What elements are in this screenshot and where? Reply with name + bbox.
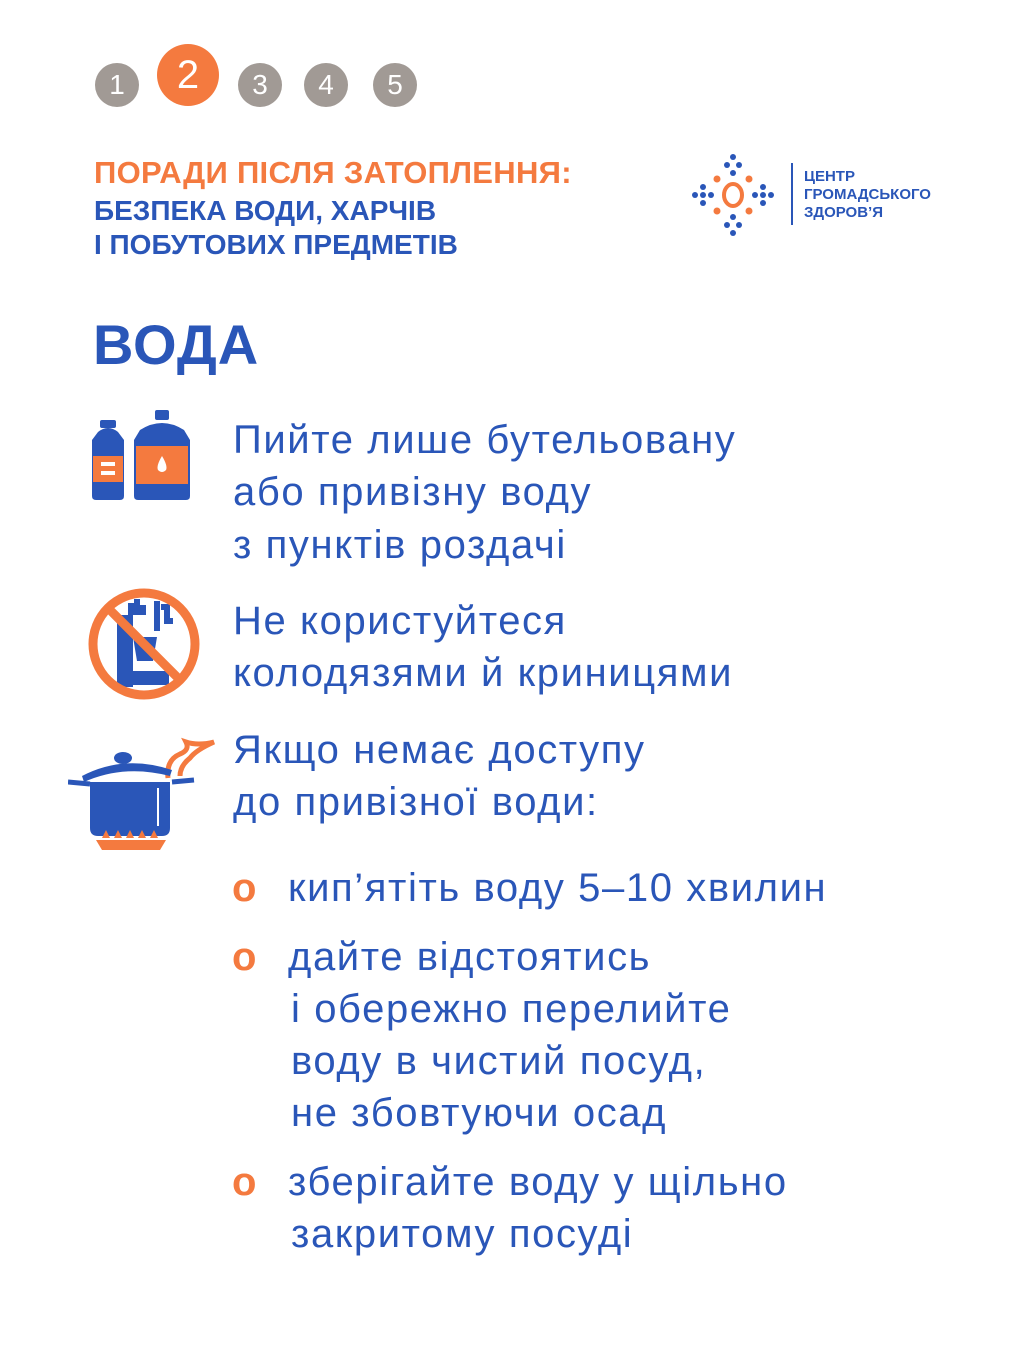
- logo-text-2: ГРОМАДСЬКОГО: [804, 186, 931, 203]
- boiling-pot-icon: [68, 736, 218, 856]
- bullet-text-line: не збовтуючи осад: [291, 1091, 668, 1135]
- logo-divider: [791, 163, 793, 225]
- tip-text-line: Пийте лише бутельовану: [233, 418, 737, 462]
- tip-text-line: до привізної води:: [233, 780, 599, 824]
- bullet-text-line: зберігайте воду у щільно: [288, 1160, 788, 1204]
- step-4: 4: [304, 63, 348, 107]
- bullet-marker: o: [232, 866, 257, 910]
- tip-text-line: з пунктів роздачі: [233, 523, 567, 567]
- title-line-2: БЕЗПЕКА ВОДИ, ХАРЧІВ: [94, 195, 437, 226]
- bullet-text-line: і обережно перелийте: [291, 987, 732, 1031]
- tip-text-line: колодязями й криницями: [233, 651, 734, 695]
- tip-text-line: Якщо немає доступу: [233, 728, 646, 772]
- title-line-3: І ПОБУТОВИХ ПРЕДМЕТІВ: [94, 229, 458, 260]
- tip-text-line: Не користуйтеся: [233, 599, 567, 643]
- bullet-text-line: воду в чистий посуд,: [291, 1039, 707, 1083]
- water-bottles-icon: [92, 410, 196, 502]
- section-heading: ВОДА: [93, 313, 260, 376]
- bullet-text-line: закритому посуді: [291, 1212, 634, 1256]
- logo-text-1: ЦЕНТР: [804, 168, 855, 185]
- bullet-text-line: дайте відстоятись: [288, 935, 652, 979]
- step-3: 3: [238, 63, 282, 107]
- step-2-active: 2: [157, 44, 219, 106]
- tip-text-line: або привізну воду: [233, 470, 593, 514]
- bullet-marker: o: [232, 935, 257, 979]
- bullet-marker: o: [232, 1160, 257, 1204]
- logo-mark-icon: [690, 152, 780, 238]
- title-line-1: ПОРАДИ ПІСЛЯ ЗАТОПЛЕННЯ:: [94, 155, 572, 190]
- step-1: 1: [95, 63, 139, 107]
- no-well-icon: [87, 587, 201, 701]
- bullet-text-line: кип’ятіть воду 5–10 хвилин: [288, 866, 828, 910]
- logo-text-3: ЗДОРОВ’Я: [804, 204, 884, 221]
- step-5: 5: [373, 63, 417, 107]
